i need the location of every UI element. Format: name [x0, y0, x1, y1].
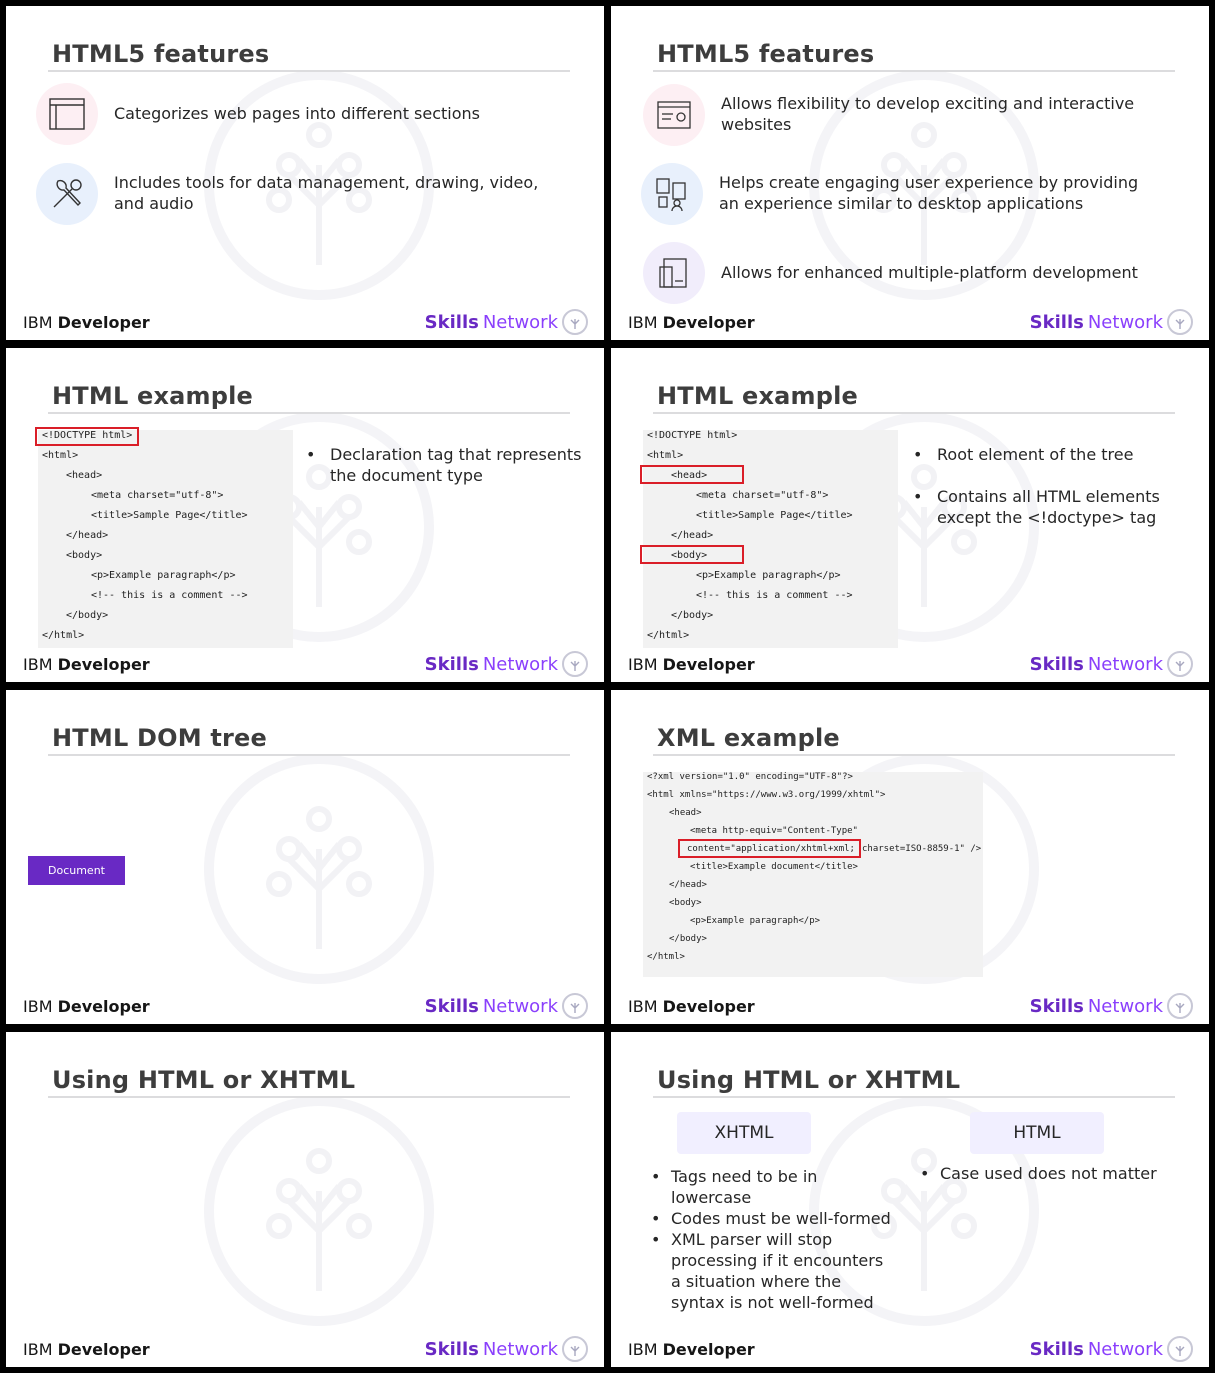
- highlight-box: [640, 465, 744, 484]
- code-block: [643, 772, 983, 977]
- desktop-experience-icon: [641, 163, 703, 225]
- slide-title: Using HTML or XHTML: [52, 1066, 356, 1094]
- slide-3: [6, 348, 604, 682]
- title-divider: [48, 70, 570, 72]
- skills-network-logo: Skills Network: [425, 309, 588, 335]
- code-line: content="application/xhtml+xml;: [687, 844, 855, 854]
- slide-6: [611, 690, 1209, 1024]
- code-block: [643, 430, 898, 648]
- bullet-item: • Declaration tag that represents the document type: [306, 444, 596, 486]
- watermark-logo: [204, 754, 434, 984]
- watermark-logo: [204, 1096, 434, 1326]
- skills-network-logo: Skills Network: [425, 1336, 588, 1362]
- bullet-list: [913, 444, 1183, 549]
- highlight-box: [678, 839, 861, 858]
- code-line: <?xml version="1.0" encoding="UTF-8"?>: [647, 772, 853, 782]
- html-bullet-list: [920, 1163, 1190, 1184]
- code-line: </html>: [42, 630, 85, 641]
- slide-title: HTML5 features: [52, 40, 270, 68]
- feature-item: [643, 84, 1151, 146]
- ibm-developer-logo: IBM Developer: [628, 313, 755, 332]
- code-line: </head>: [66, 530, 109, 541]
- title-divider: [653, 412, 1175, 414]
- slide-7: [6, 1032, 604, 1367]
- dom-document-node: Document: [28, 856, 125, 885]
- title-divider: [653, 70, 1175, 72]
- code-line: <!DOCTYPE html>: [647, 430, 738, 441]
- title-divider: [653, 1096, 1175, 1098]
- code-line: <meta http-equiv="Content-Type": [690, 826, 858, 836]
- code-line: <p>Example paragraph</p>: [91, 570, 236, 581]
- slide-title: XML example: [657, 724, 840, 752]
- bullet-item: • Tags need to be in lowercase: [651, 1166, 891, 1208]
- code-line: <title>Sample Page</title>: [696, 510, 853, 521]
- code-line: <head>: [66, 470, 103, 481]
- code-line: </html>: [647, 630, 690, 641]
- code-line: </body>: [671, 610, 714, 621]
- code-block: [38, 430, 293, 648]
- code-line: </head>: [669, 880, 707, 890]
- skills-network-badge-icon: [1167, 1336, 1193, 1362]
- skills-network-badge-icon: [1167, 651, 1193, 677]
- bullet-item: • Case used does not matter: [920, 1163, 1190, 1184]
- slide-8: [611, 1032, 1209, 1367]
- skills-network-logo: Skills Network: [1030, 651, 1193, 677]
- feature-item: [643, 242, 1161, 304]
- title-divider: [48, 1096, 570, 1098]
- slide-4: [611, 348, 1209, 682]
- interactive-website-icon: [643, 84, 705, 146]
- code-line: </body>: [66, 610, 109, 621]
- code-line: <html xmlns="https://www.w3.org/1999/xhtml">: [647, 790, 886, 800]
- feature-text: Allows for enhanced multiple-platform development: [721, 263, 1138, 282]
- skills-network-badge-icon: [562, 651, 588, 677]
- skills-network-logo: Skills Network: [1030, 993, 1193, 1019]
- bullet-item: • Contains all HTML elements except the <!doctype> tag: [913, 486, 1183, 528]
- skills-network-badge-icon: [1167, 309, 1193, 335]
- code-line: <body>: [669, 898, 702, 908]
- ibm-developer-logo: IBM Developer: [23, 655, 150, 674]
- ibm-developer-logo: IBM Developer: [23, 997, 150, 1016]
- code-line: <meta charset="utf-8">: [696, 490, 829, 501]
- code-line: <title>Example document</title>: [690, 862, 858, 872]
- code-line: charset=ISO-8859-1" />: [862, 844, 982, 854]
- code-line: <!DOCTYPE html>: [42, 430, 133, 441]
- ibm-developer-logo: IBM Developer: [23, 313, 150, 332]
- skills-network-logo: Skills Network: [425, 651, 588, 677]
- code-line: <meta charset="utf-8">: [91, 490, 224, 501]
- code-line: <title>Sample Page</title>: [91, 510, 248, 521]
- feature-text: Categorizes web pages into different sections: [114, 104, 481, 123]
- code-line: </html>: [647, 952, 685, 962]
- html-heading: HTML: [970, 1112, 1104, 1154]
- title-divider: [48, 412, 570, 414]
- feature-item: [36, 83, 534, 145]
- slide-1: [6, 6, 604, 340]
- code-line: </body>: [669, 934, 707, 944]
- code-line: </head>: [671, 530, 714, 541]
- skills-network-badge-icon: [562, 993, 588, 1019]
- skills-network-logo: Skills Network: [425, 993, 588, 1019]
- bullet-item: • Root element of the tree: [913, 444, 1183, 465]
- xhtml-bullet-list: [651, 1166, 891, 1313]
- skills-network-badge-icon: [1167, 993, 1193, 1019]
- slide-title: HTML DOM tree: [52, 724, 268, 752]
- code-line: <body>: [66, 550, 103, 561]
- code-line: <p>Example paragraph</p>: [690, 916, 821, 926]
- code-line: <html>: [42, 450, 79, 461]
- bullet-item: • Codes must be well-formed: [651, 1208, 891, 1229]
- skills-network-logo: Skills Network: [1030, 1336, 1193, 1362]
- feature-item: [641, 163, 1159, 225]
- slide-title: Using HTML or XHTML: [657, 1066, 961, 1094]
- skills-network-badge-icon: [562, 309, 588, 335]
- title-divider: [48, 754, 570, 756]
- title-divider: [653, 754, 1175, 756]
- slide-title: HTML example: [52, 382, 254, 410]
- tools-icon: [36, 163, 98, 225]
- highlight-box: [640, 545, 744, 564]
- skills-network-badge-icon: [562, 1336, 588, 1362]
- code-line: <!-- this is a comment -->: [696, 590, 853, 601]
- code-line: <body>: [671, 550, 708, 561]
- ibm-developer-logo: IBM Developer: [23, 1340, 150, 1359]
- ibm-developer-logo: IBM Developer: [628, 1340, 755, 1359]
- web-page-sections-icon: [36, 83, 98, 145]
- xhtml-heading: XHTML: [677, 1112, 811, 1154]
- slide-2: [611, 6, 1209, 340]
- skills-network-logo: Skills Network: [1030, 309, 1193, 335]
- slide-title: HTML5 features: [657, 40, 875, 68]
- code-line: <html>: [647, 450, 684, 461]
- bullet-item: • XML parser will stop processing if it encounters a situation where the syntax is not well-formed: [651, 1229, 891, 1313]
- ibm-developer-logo: IBM Developer: [628, 655, 755, 674]
- slide-5: [6, 690, 604, 1024]
- highlight-box: [35, 427, 139, 446]
- code-line: <head>: [671, 470, 708, 481]
- slide-title: HTML example: [657, 382, 859, 410]
- bullet-list: [306, 444, 596, 507]
- code-line: <head>: [669, 808, 702, 818]
- feature-text: Allows flexibility to develop exciting and interactive websites: [721, 94, 1135, 134]
- code-line: <p>Example paragraph</p>: [696, 570, 841, 581]
- feature-text: Includes tools for data management, drawing, video, and audio: [114, 173, 539, 213]
- code-line: <!-- this is a comment -->: [91, 590, 248, 601]
- ibm-developer-logo: IBM Developer: [628, 997, 755, 1016]
- feature-item: [36, 163, 544, 225]
- feature-text: Helps create engaging user experience by providing an experience similar to desktop applications: [719, 173, 1139, 213]
- multi-platform-icon: [643, 242, 705, 304]
